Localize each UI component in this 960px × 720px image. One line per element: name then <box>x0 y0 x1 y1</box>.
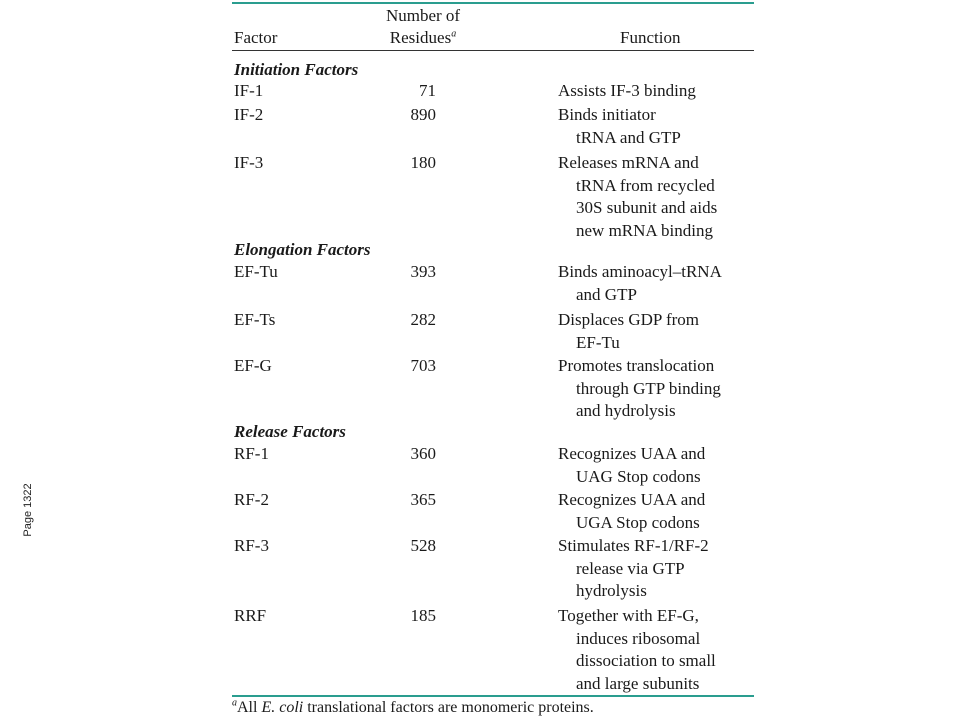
factor-name: RF-2 <box>234 490 269 509</box>
section-title: Initiation Factors <box>234 60 359 79</box>
residue-count: 360 <box>410 444 436 463</box>
factor-name: RF-3 <box>234 536 269 555</box>
function-line: tRNA from recycled <box>576 175 715 195</box>
column-header-factor: Factor <box>234 28 278 47</box>
function-line: 30S subunit and aids <box>576 198 718 217</box>
function-line: Recognizes UAA and <box>558 490 706 509</box>
function-line: Releases mRNA and <box>558 153 699 172</box>
factor-name: RRF <box>234 606 267 625</box>
factor-name: EF-Tu <box>234 262 278 281</box>
factor-function <box>558 261 754 306</box>
footnote-prefix: All <box>237 699 262 716</box>
function-line: hydrolysis <box>576 581 647 600</box>
function-line: release via GTP <box>576 558 685 578</box>
residues-label: Residues <box>389 28 452 47</box>
residue-count: 703 <box>410 356 436 375</box>
function-line: Binds initiator <box>558 105 656 124</box>
function-line: Assists IF-3 binding <box>558 81 696 100</box>
residue-count: 890 <box>410 105 436 124</box>
section-title: Release Factors <box>234 422 346 441</box>
function-line: and GTP <box>576 284 637 304</box>
function-line: EF-Tu <box>576 332 620 352</box>
factor-name: EF-G <box>234 356 272 375</box>
factor-function <box>558 443 754 488</box>
function-line: Together with EF-G, <box>558 606 699 625</box>
function-line: Stimulates RF-1/RF-2 <box>558 536 709 555</box>
column-header-residues <box>377 5 469 49</box>
residue-count: 185 <box>410 606 436 625</box>
factor-name: IF-3 <box>234 153 264 172</box>
factor-name: EF-Ts <box>234 310 276 329</box>
residue-count: 71 <box>419 81 436 100</box>
residue-count: 282 <box>410 310 436 329</box>
factor-function <box>558 80 754 103</box>
column-header-residues-line1: Number of <box>385 6 461 25</box>
factor-function <box>558 104 754 149</box>
factor-name: RF-1 <box>234 444 269 463</box>
column-header-function: Function <box>620 28 681 47</box>
footnote-marker: a <box>451 28 457 40</box>
residue-count: 528 <box>410 536 436 555</box>
column-header-residues-line2 <box>377 27 469 49</box>
footnote-species: E. coli <box>261 699 304 716</box>
factor-function <box>558 309 754 354</box>
section-title: Elongation Factors <box>234 240 371 259</box>
function-line: through GTP binding <box>576 378 721 398</box>
function-line: dissociation to small <box>576 651 716 670</box>
function-line: Promotes translocation <box>558 356 715 375</box>
function-line: Displaces GDP from <box>558 310 700 329</box>
factor-function <box>558 152 754 242</box>
function-line: new mRNA binding <box>576 220 713 240</box>
residue-count: 393 <box>410 262 436 281</box>
factor-function <box>558 605 754 695</box>
table-top-rule <box>232 2 754 4</box>
footnote-text: translational factors are monomeric proteins. <box>303 699 594 716</box>
residue-count: 365 <box>410 490 436 509</box>
function-line: Binds aminoacyl–tRNA <box>558 262 722 281</box>
factor-function <box>558 535 754 603</box>
page-number-label <box>21 478 35 542</box>
function-line: Recognizes UAA and <box>558 444 706 463</box>
table-footnote <box>232 697 594 719</box>
page-number-text: Page 1322 <box>22 483 34 537</box>
function-line: induces ribosomal <box>576 628 701 648</box>
function-line: UGA Stop codons <box>576 512 700 532</box>
residue-count: 180 <box>410 153 436 172</box>
translation-factors-table <box>232 0 754 720</box>
function-line: UAG Stop codons <box>576 466 701 486</box>
function-line: and large subunits <box>576 673 700 693</box>
factor-function <box>558 489 754 534</box>
factor-name: IF-1 <box>234 81 264 100</box>
table-header-rule <box>232 50 754 51</box>
factor-name: IF-2 <box>234 105 264 124</box>
function-line: tRNA and GTP <box>576 127 681 147</box>
factor-function <box>558 355 754 423</box>
footnote-marker: a <box>232 697 237 709</box>
function-line: and hydrolysis <box>576 401 676 420</box>
